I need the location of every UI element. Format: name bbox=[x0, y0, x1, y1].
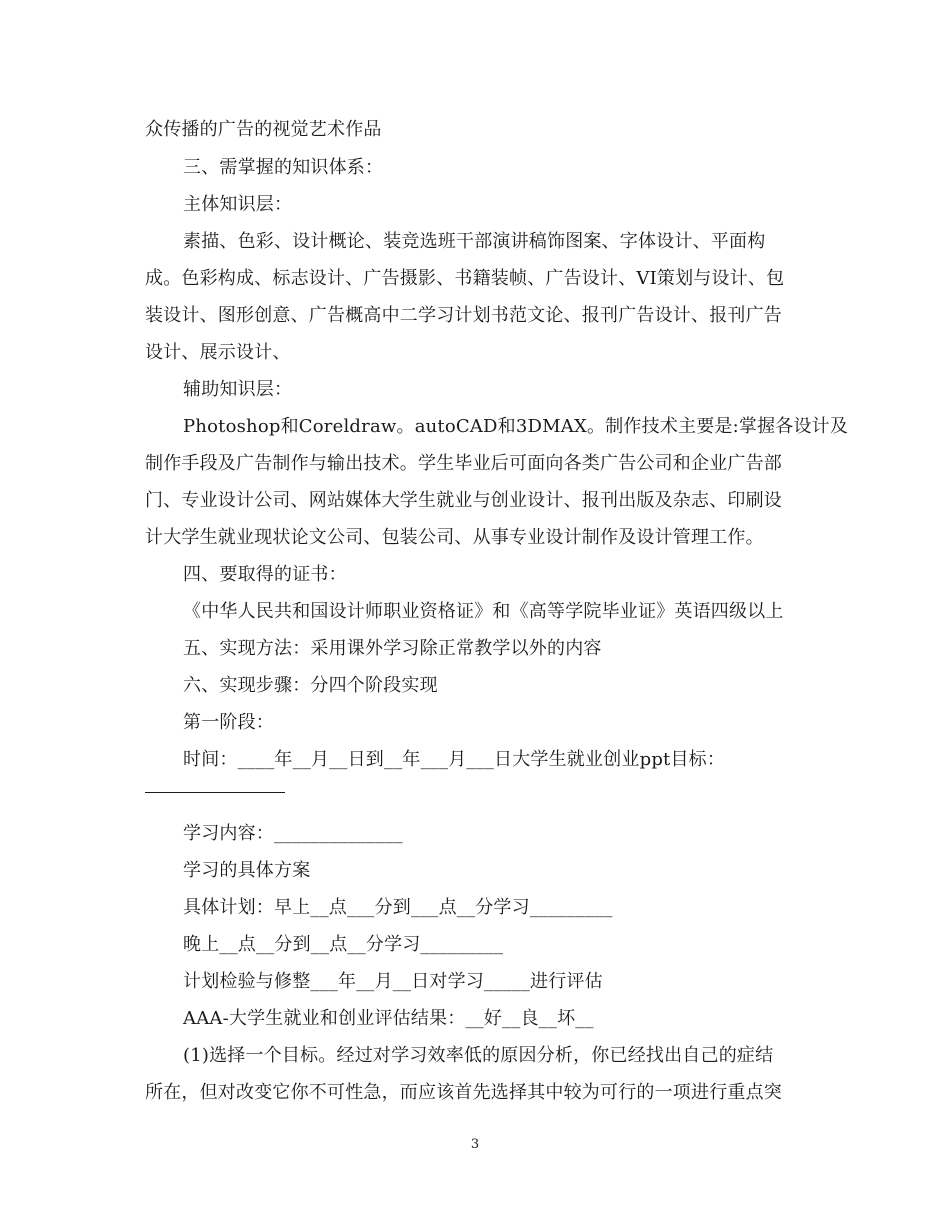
form-line-evening: 晚上__点__分到__点__分学习_________ bbox=[183, 934, 504, 955]
paragraph-line: 门、专业设计公司、网站媒体大学生就业与创业设计、报刊出版及杂志、印刷设 bbox=[145, 490, 782, 511]
paragraph-line: 《中华人民共和国设计师职业资格证》和《高等学院毕业证》英语四级以上 bbox=[183, 601, 784, 622]
form-line-content: 学习内容：______________ bbox=[183, 823, 403, 844]
subheading: 第一阶段： bbox=[183, 712, 274, 733]
paragraph-line: 素描、色彩、设计概论、装竞选班干部演讲稿饰图案、字体设计、平面构 bbox=[183, 231, 766, 252]
blank-underline bbox=[145, 792, 285, 793]
form-line-result: AAA-大学生就业和创业评估结果：__好__良__坏__ bbox=[183, 1008, 594, 1029]
form-line-plan: 具体计划：早上__点___分到___点__分学习_________ bbox=[183, 897, 613, 918]
form-line-review: 计划检验与修整___年__月__日对学习_____进行评估 bbox=[183, 971, 603, 992]
paragraph-line: 制作手段及广告制作与输出技术。学生毕业后可面向各类广告公司和企业广告部 bbox=[145, 453, 782, 474]
paragraph-line: 计大学生就业现状论文公司、包装公司、从事专业设计制作及设计管理工作。 bbox=[145, 527, 764, 548]
paragraph-line: 所在，但对改变它你不可性急，而应该首先选择其中较为可行的一项进行重点突 bbox=[145, 1082, 782, 1103]
section-heading: 五、实现方法：采用课外学习除正常教学以外的内容 bbox=[183, 638, 602, 659]
subheading: 学习的具体方案 bbox=[183, 860, 311, 881]
paragraph-line: (1)选择一个目标。经过对学习效率低的原因分析，你已经找出自己的症结 bbox=[183, 1045, 774, 1066]
paragraph-line: Photoshop和Coreldraw。autoCAD和3DMAX。制作技术主要是:掌握各设计及 bbox=[183, 416, 849, 437]
subheading: 辅助知识层： bbox=[183, 379, 293, 400]
paragraph-line: 装设计、图形创意、广告概高中二学习计划书范文论、报刊广告设计、报刊广告 bbox=[145, 305, 782, 326]
paragraph-line: 成。色彩构成、标志设计、广告摄影、书籍装帧、广告设计、VI策划与设计、包 bbox=[145, 268, 785, 289]
section-heading: 六、实现步骤：分四个阶段实现 bbox=[183, 675, 438, 696]
subheading: 主体知识层： bbox=[183, 194, 293, 215]
paragraph-line: 众传播的广告的视觉艺术作品 bbox=[145, 119, 382, 140]
paragraph-line: 设计、展示设计、 bbox=[145, 342, 291, 363]
section-heading: 四、要取得的证书： bbox=[183, 564, 347, 585]
page-number: 3 bbox=[470, 1137, 480, 1152]
form-line-time: 时间：____年__月__日到__年___月___日大学生就业创业ppt目标： bbox=[183, 749, 726, 770]
section-heading: 三、需掌握的知识体系： bbox=[183, 157, 384, 178]
